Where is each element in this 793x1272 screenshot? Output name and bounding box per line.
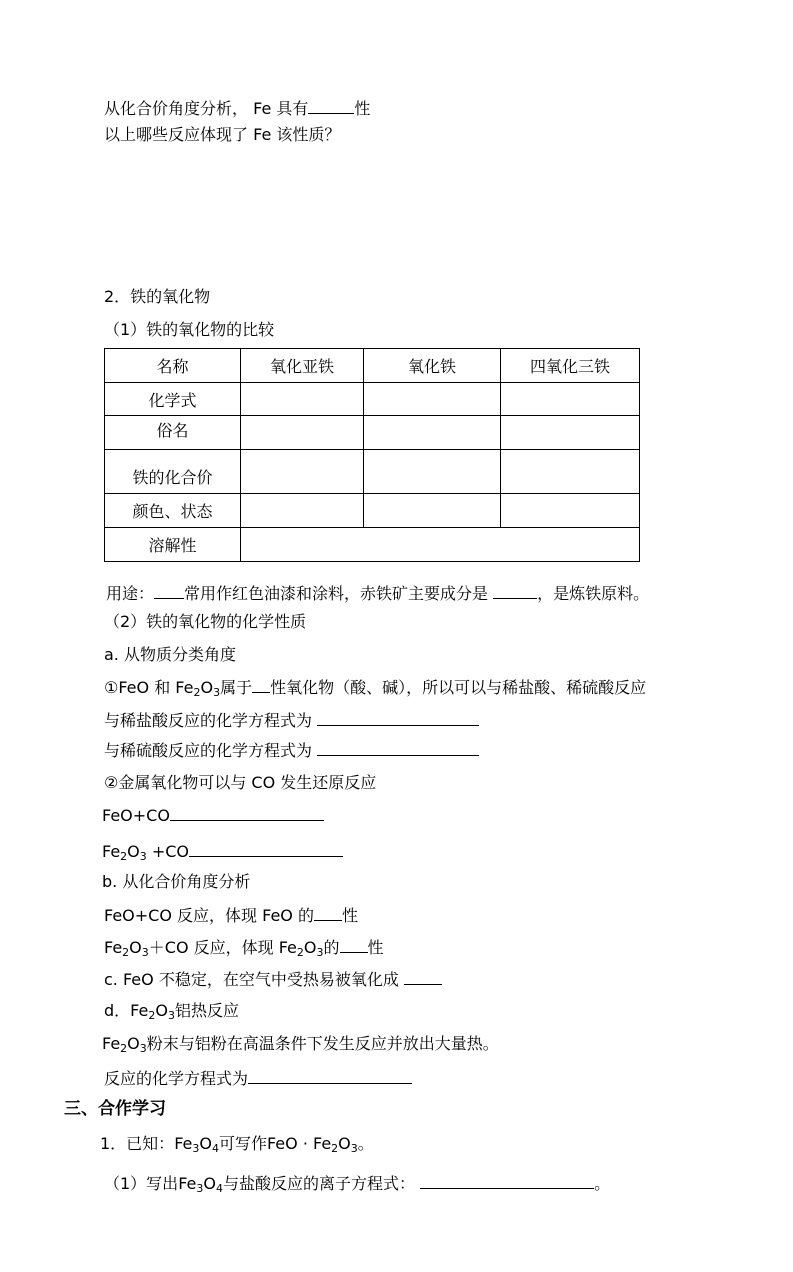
answer-blank[interactable] (340, 937, 368, 953)
answer-blank[interactable] (252, 677, 270, 693)
table-row (105, 383, 640, 416)
answer-cell[interactable] (241, 383, 364, 416)
answer-blank[interactable] (248, 1068, 412, 1084)
answer-cell[interactable] (241, 528, 640, 562)
hcl-equation-line: 与稀盐酸反应的化学方程式为 (104, 710, 479, 731)
h2so4-equation-line: 与稀硫酸反应的化学方程式为 (104, 740, 479, 761)
table-header-cell: 氧化铁 (364, 349, 501, 383)
basic-oxide-line: ①FeO 和 $Fe_2O_3$属于 性氧化物（酸、碱），所以可以与稀盐酸、稀硫酸反应 (104, 678, 647, 699)
feo-unstable-line: c. FeO 不稳定，在空气中受热易被氧化成 (104, 969, 442, 990)
answer-cell[interactable] (241, 494, 364, 528)
fe2o3-co-line: $Fe_2O_3 +CO$ (102, 841, 343, 862)
row-label: 俗名 (105, 416, 241, 450)
answer-cell[interactable] (241, 450, 364, 494)
answer-blank[interactable] (317, 710, 479, 726)
row-label: 溶解性 (105, 528, 241, 562)
answer-blank[interactable] (314, 905, 342, 921)
part-b-title: b. 从化合价角度分析 (102, 872, 251, 891)
usage-line: 用途： 常用作红色油漆和涂料，赤铁矿主要成分是 ，是炼铁原料。 (106, 584, 650, 603)
answer-blank[interactable] (170, 805, 324, 821)
subsection-heading: （1）铁的氧化物的比较 (104, 320, 275, 339)
answer-cell[interactable] (501, 450, 640, 494)
iron-oxides-table (104, 348, 640, 562)
answer-blank[interactable] (189, 841, 343, 857)
fe3o4-known-line: 1．已知：$Fe_3O_4$可写作FeO · $Fe_2O_3$。 (100, 1134, 374, 1155)
answer-blank[interactable] (154, 583, 184, 599)
table-row (105, 494, 640, 528)
answer-cell[interactable] (364, 383, 501, 416)
answer-cell[interactable] (501, 416, 640, 450)
row-label: 颜色、状态 (105, 494, 241, 528)
row-label: 铁的化合价 (105, 450, 241, 494)
answer-cell[interactable] (364, 416, 501, 450)
answer-cell[interactable] (364, 450, 501, 494)
table-row (105, 528, 640, 562)
answer-blank[interactable] (420, 1173, 594, 1189)
thermite-description: $Fe_2O_3$粉末与铝粉在高温条件下发生反应并放出大量热。 (102, 1034, 499, 1055)
table-header-cell: 四氧化三铁 (501, 349, 640, 383)
table-header-cell: 氧化亚铁 (241, 349, 364, 383)
part-a-title: a. 从物质分类角度 (104, 645, 236, 664)
answer-cell[interactable] (364, 494, 501, 528)
answer-blank[interactable] (404, 969, 442, 985)
table-row (105, 450, 640, 494)
answer-cell[interactable] (501, 494, 640, 528)
feo-co-valence-line: FeO+CO 反应，体现 FeO 的 性 (104, 906, 358, 925)
answer-blank[interactable] (317, 740, 479, 756)
answer-cell[interactable] (241, 416, 364, 450)
answer-blank[interactable] (308, 98, 354, 114)
thermite-equation-line: 反应的化学方程式为 (104, 1068, 412, 1089)
feo-co-line: FeO+CO (102, 805, 324, 826)
fe3o4-ionic-equation-line: （1）写出$Fe_3O_4$与盐酸反应的离子方程式： 。 (104, 1174, 611, 1195)
valence-analysis-line: 从化合价角度分析， Fe 具有 性 (104, 99, 371, 118)
co-reduction-line: ②金属氧化物可以与 CO 发生还原反应 (104, 773, 377, 792)
table-header-cell: 名称 (105, 349, 241, 383)
section-heading: 2．铁的氧化物 (104, 287, 211, 306)
section-three-heading: 三、合作学习 (64, 1099, 166, 1119)
thermite-heading: d．$Fe_2O_3$铝热反应 (104, 1001, 239, 1022)
properties-heading: （2）铁的氧化物的化学性质 (104, 612, 307, 631)
fe2o3-co-valence-line: $Fe_2O_3+CO$ 反应，体现 $Fe_2O_3$的 性 (104, 938, 384, 959)
row-label: 化学式 (105, 383, 241, 416)
answer-blank[interactable] (493, 583, 537, 599)
table-header-row (105, 349, 640, 383)
answer-cell[interactable] (501, 383, 640, 416)
which-reactions-line: 以上哪些反应体现了 Fe 该性质？ (104, 125, 341, 144)
table-row (105, 416, 640, 450)
